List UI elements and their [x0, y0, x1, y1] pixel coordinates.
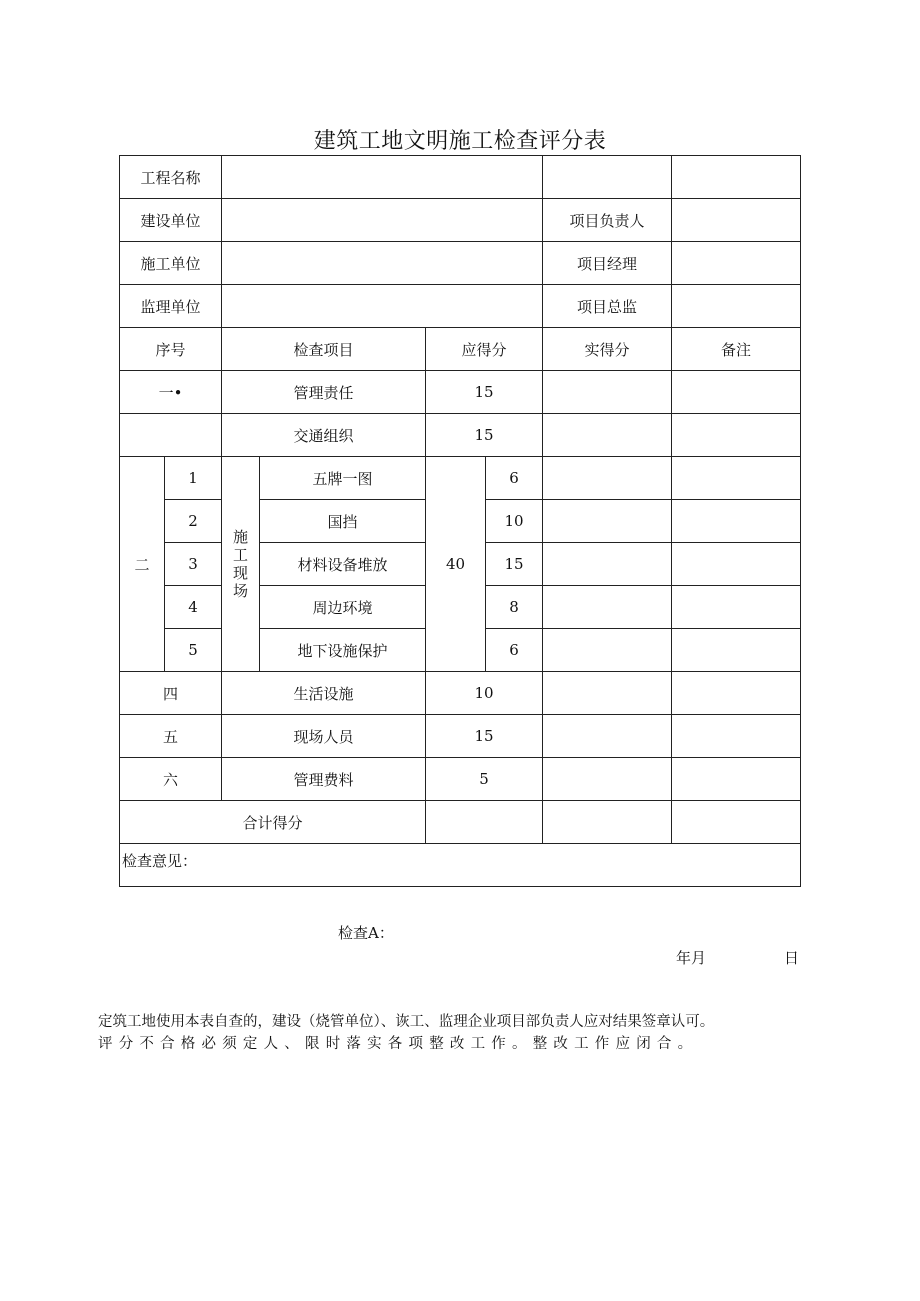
opinion-box[interactable] — [120, 844, 801, 967]
row-remark[interactable] — [672, 758, 801, 801]
supervisor-value[interactable] — [222, 285, 543, 328]
site-total-score: 40 — [426, 457, 486, 672]
site-item-name: 五牌一图 — [260, 457, 426, 500]
project-extra-value[interactable] — [672, 156, 801, 199]
table-row — [120, 371, 801, 414]
opinion-row — [120, 844, 801, 887]
table-row — [120, 758, 801, 801]
table-row — [120, 715, 801, 758]
row-item: 管理责任 — [222, 371, 426, 414]
builder-manager-label: 项目经理 — [543, 242, 672, 285]
row-actual-score[interactable] — [543, 500, 672, 543]
date-year-month: 年月 — [676, 949, 707, 967]
row-actual-score[interactable] — [543, 543, 672, 586]
row-item: 生活设施 — [222, 672, 426, 715]
info-row-supervisor — [120, 285, 801, 328]
supervisor-manager-value[interactable] — [672, 285, 801, 328]
row-item: 现场人员 — [222, 715, 426, 758]
site-item-name: 国挡 — [260, 500, 426, 543]
row-seq: 四 — [120, 672, 222, 715]
row-actual-score[interactable] — [543, 715, 672, 758]
total-full-score[interactable] — [426, 801, 543, 844]
site-row — [120, 457, 801, 500]
note-line-2: 评分不合格必须定人、限时落实各项整改工作。整改工作应闭合。 — [98, 1036, 699, 1052]
header-seq: 序号 — [120, 328, 222, 371]
site-item-no: 3 — [165, 543, 222, 586]
owner-value[interactable] — [222, 199, 543, 242]
table-row — [120, 414, 801, 457]
row-remark[interactable] — [672, 371, 801, 414]
row-remark[interactable] — [672, 629, 801, 672]
row-remark[interactable] — [672, 414, 801, 457]
site-item-no: 2 — [165, 500, 222, 543]
site-item-no: 1 — [165, 457, 222, 500]
row-actual-score[interactable] — [543, 586, 672, 629]
row-remark[interactable] — [672, 500, 801, 543]
project-extra-label — [543, 156, 672, 199]
inspector-label: 检查A： — [338, 924, 394, 942]
row-actual-score[interactable] — [543, 457, 672, 500]
header-item: 检查项目 — [222, 328, 426, 371]
row-remark[interactable] — [672, 672, 801, 715]
date-day: 日 — [784, 949, 800, 967]
row-actual-score[interactable] — [543, 672, 672, 715]
info-row-project — [120, 156, 801, 199]
row-actual-score[interactable] — [543, 414, 672, 457]
row-full-score: 15 — [426, 715, 543, 758]
site-item-score: 8 — [486, 586, 543, 629]
row-full-score: 5 — [426, 758, 543, 801]
builder-manager-value[interactable] — [672, 242, 801, 285]
project-name-value[interactable] — [222, 156, 543, 199]
total-actual-score[interactable] — [543, 801, 672, 844]
site-item-score: 6 — [486, 629, 543, 672]
row-remark[interactable] — [672, 543, 801, 586]
row-item: 交通组织 — [222, 414, 426, 457]
supervisor-label: 监理单位 — [120, 285, 222, 328]
owner-manager-value[interactable] — [672, 199, 801, 242]
table-row — [120, 672, 801, 715]
info-row-owner — [120, 199, 801, 242]
score-table — [119, 155, 801, 967]
row-remark[interactable] — [672, 586, 801, 629]
site-seq: 二 — [120, 457, 165, 672]
header-row — [120, 328, 801, 371]
site-item-score: 15 — [486, 543, 543, 586]
site-item-name: 周边环境 — [260, 586, 426, 629]
project-name-label: 工程名称 — [120, 156, 222, 199]
row-seq: 五 — [120, 715, 222, 758]
owner-manager-label: 项目负责人 — [543, 199, 672, 242]
builder-value[interactable] — [222, 242, 543, 285]
info-row-builder — [120, 242, 801, 285]
supervisor-manager-label: 项目总监 — [543, 285, 672, 328]
note-line-1: 定筑工地使用本表自查的，建设（烧管单位）、诙工、监理企业项目部负责人应对结果签章认可。 — [98, 1014, 715, 1030]
owner-label: 建设单位 — [120, 199, 222, 242]
total-label: 合计得分 — [120, 801, 426, 844]
total-row — [120, 801, 801, 844]
row-full-score: 10 — [426, 672, 543, 715]
row-seq: 六 — [120, 758, 222, 801]
row-remark[interactable] — [672, 715, 801, 758]
row-actual-score[interactable] — [543, 371, 672, 414]
site-group-label: 施 工 现 场 — [222, 457, 260, 672]
site-item-name: 地下设施保护 — [260, 629, 426, 672]
total-remark[interactable] — [672, 801, 801, 844]
header-remark: 备注 — [672, 328, 801, 371]
site-item-no: 4 — [165, 586, 222, 629]
row-full-score: 15 — [426, 371, 543, 414]
site-item-score: 6 — [486, 457, 543, 500]
opinion-label: 检查意见： — [122, 852, 198, 870]
site-item-no: 5 — [165, 629, 222, 672]
builder-label: 施工单位 — [120, 242, 222, 285]
row-actual-score[interactable] — [543, 629, 672, 672]
row-full-score: 15 — [426, 414, 543, 457]
site-item-name: 材料设备堆放 — [260, 543, 426, 586]
row-actual-score[interactable] — [543, 758, 672, 801]
header-full-score: 应得分 — [426, 328, 543, 371]
row-item: 管理费料 — [222, 758, 426, 801]
page-title: 建筑工地文明施工检查评分表 — [313, 129, 607, 154]
header-actual-score: 实得分 — [543, 328, 672, 371]
row-seq: 一• — [120, 371, 222, 414]
site-item-score: 10 — [486, 500, 543, 543]
notes — [98, 1011, 828, 1055]
row-remark[interactable] — [672, 457, 801, 500]
row-seq — [120, 414, 222, 457]
